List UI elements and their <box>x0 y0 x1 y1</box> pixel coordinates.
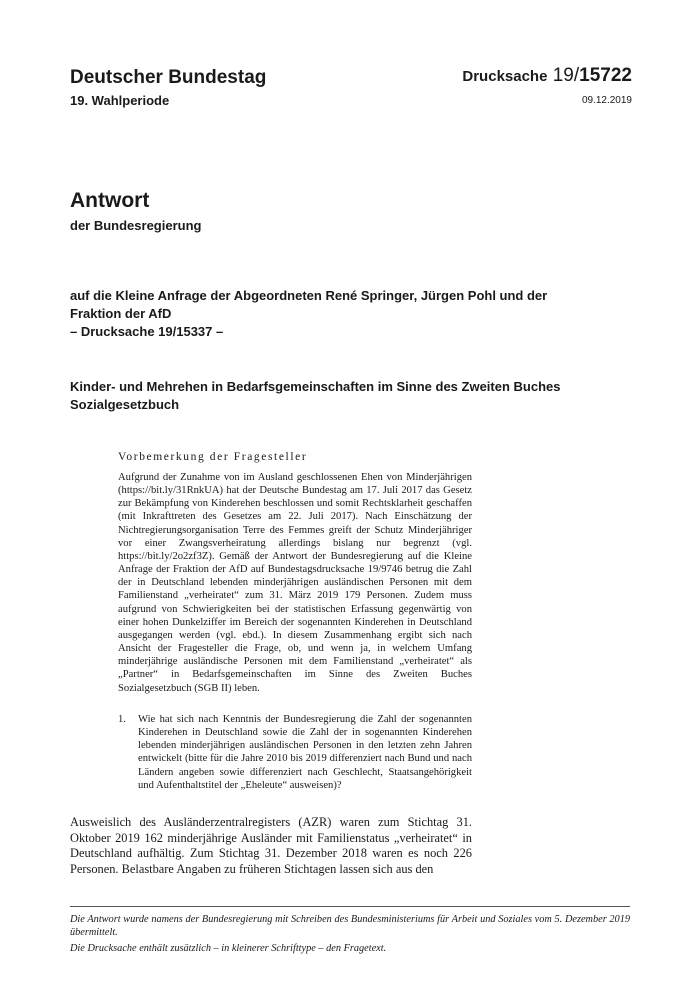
inquiry-line-2: Fraktion der AfD <box>70 306 172 321</box>
page-subtitle: der Bundesregierung <box>70 218 202 233</box>
inquiry-line-1: auf die Kleine Anfrage der Abgeordneten René Springer, Jürgen Pohl und der <box>70 288 548 303</box>
question-number: 1. <box>118 714 126 725</box>
document-number <box>462 64 632 89</box>
question-text: Wie hat sich nach Kenntnis der Bundesregierung die Zahl der sogenannten Kinderehen in Deutschland sowie die Zahl der in sogenannten Kinderehen lebenden minderjährigen ausländischen Personen in den letzten zehn Jahren entwickelt (bitte für die Jahre 2010 bis 2019 differenziert nach Bund und nach Ländern angeben sowie differenziert nach Geschlecht, Staatsangehörigkeit und Aufenthaltstitel der „Eheleute“ ausweisen)? <box>138 714 472 791</box>
document-number-main: 15722 <box>579 65 632 86</box>
footer-note-1: Die Antwort wurde namens der Bundesregierung mit Schreiben des Bundesministeriums für Arbeit und Soziales vom 5. Dezember 2019 übermittelt. <box>70 914 630 938</box>
inquiry-reference <box>70 287 630 341</box>
inquiry-line-3: – Drucksache 19/15337 – <box>70 324 224 339</box>
page-title: Antwort <box>70 189 150 212</box>
footer-divider <box>70 906 630 907</box>
answer-1-text: Ausweislich des Ausländerzentralregisters (AZR) waren zum Stichtag 31. Oktober 2019 162 minderjährige Ausländer mit Familienstatus „verheiratet“ in Deutschland aufhältig. Zum Stichtag 31. Dezember 2018 waren es noch 226 Personen. Belastbare Angaben zu früheren Stichtagen lassen sich aus den <box>70 815 472 876</box>
preliminary-remark-text: Aufgrund der Zunahme von im Ausland geschlossenen Ehen von Minderjährigen (https://bit.ly/31RnkUA) hat der Deutsche Bundestag am 17. Juli 2017 das Gesetz zur Bekämpfung von Kinderehen beschlossen und somit Rechtsklarheit geschaffen (mit Inkrafttreten des Gesetzes am 22. Juli 2017). Nach Einschätzung der Nichtregierungsorganisation Terre des Femmes greift der Schutz Minderjähriger vor einer Zwangsverheiratung allerdings bislang nur begrenzt (vgl. https://bit.ly/2o2zf3Z). Gemäß der Antwort der Bundesregierung auf die Kleine Anfrage der Fraktion der AfD auf Bundestagsdrucksache 19/9746 betrug die Zahl der in Deutschland lebenden minderjährigen ausländischen Personen mit dem Familienstand „verheiratet“ zum 31. März 2019 179 Personen. Zudem muss aufgrund von Schwierigkeiten bei der statistischen Erfassung gegenwärtig von einer hohen Dunkelziffer im Bereich der sogenannten Kinderehen in Deutschland ausgegangen werden (vgl. ebd.). In diesem Zusammenhang ergibt sich nach Ansicht der Fragesteller die Frage, ob, und wenn ja, in welchem Umfang minderjährige ausländische Personen mit dem Familienstand „verheiratet“ als „Partner“ in Bedarfsgemeinschaften im Sinne des Zweiten Buches Sozialgesetzbuch (SGB II) leben. <box>118 472 472 694</box>
topic-heading: Kinder- und Mehrehen in Bedarfsgemeinschaften im Sinne des Zweiten Buches Sozialgesetzbuch <box>70 379 561 412</box>
document-number-label: Drucksache <box>462 68 548 85</box>
document-header <box>70 66 266 108</box>
document-date: 09.12.2019 <box>581 95 632 106</box>
question-1 <box>118 713 472 792</box>
document-number-prefix: 19/ <box>552 65 580 86</box>
footer-note-2: Die Drucksache enthält zusätzlich – in kleinerer Schrifttype – den Fragetext. <box>70 943 387 954</box>
legislative-period: 19. Wahlperiode <box>70 93 170 108</box>
document-number-block <box>462 64 632 106</box>
footer-notes <box>70 913 630 955</box>
preliminary-remark-label: Vorbemerkung der Fragesteller <box>118 451 308 463</box>
institution-name: Deutscher Bundestag <box>70 67 267 88</box>
title-block <box>70 188 201 233</box>
